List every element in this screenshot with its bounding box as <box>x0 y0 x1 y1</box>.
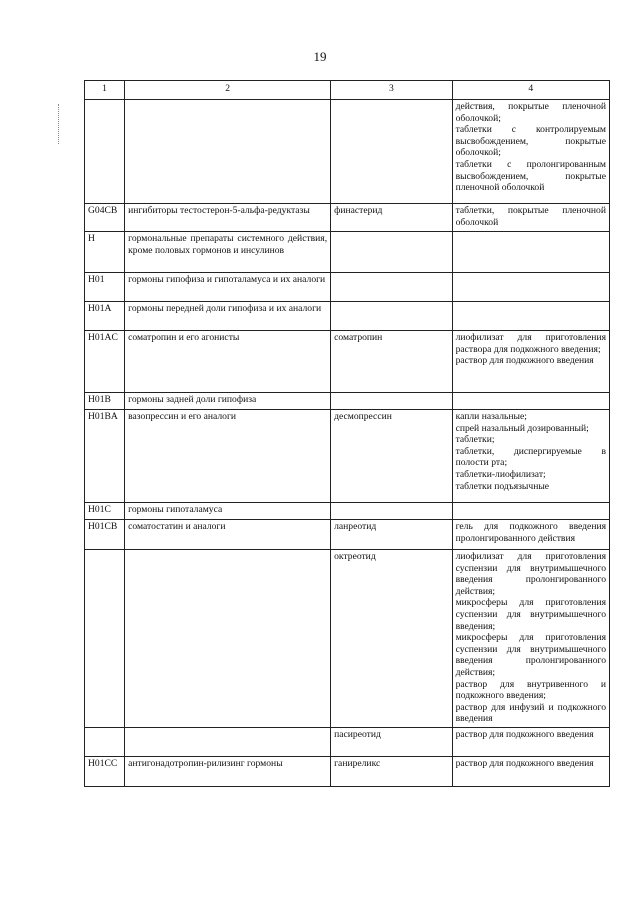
header-cell: 2 <box>125 81 331 100</box>
group-name-cell: гормональные препараты системного действия, кроме половых гормонов и инсулинов <box>125 232 331 273</box>
drug-name-cell: финастерид <box>331 204 452 232</box>
dosage-form-item: раствор для подкожного введения <box>455 728 594 740</box>
dosage-form-item: таблетки-лиофилизат; <box>455 468 546 480</box>
margin-mark <box>58 104 60 144</box>
dosage-forms-cell <box>452 727 609 756</box>
dosage-forms-cell <box>452 331 609 393</box>
dosage-form-item: лиофилизат для приготовления суспензии для внутримышечного введения пролонгированного действия; <box>455 551 606 597</box>
dosage-form-item: раствор для подкожного введения <box>455 355 594 367</box>
atc-code-cell: H01 <box>85 273 125 302</box>
atc-code-cell: H01A <box>85 302 125 331</box>
group-name-cell: вазопрессин и его аналоги <box>125 410 331 503</box>
dosage-form-item: микросферы для приготовления суспензии для внутримышечного введения пролонгированного действия; <box>455 632 606 678</box>
dosage-form-item: действия, покрытые пленочной оболочкой; <box>455 101 606 124</box>
dosage-form-item: таблетки подъязычные <box>455 480 550 492</box>
group-name-cell <box>125 100 331 204</box>
header-cell: 4 <box>452 81 609 100</box>
drug-name-cell <box>331 232 452 273</box>
atc-code-cell: H01CC <box>85 756 125 786</box>
table-row <box>85 204 610 232</box>
dosage-form-item: капли назальные; <box>455 411 527 422</box>
drug-name-cell <box>331 503 452 520</box>
table-row <box>85 302 610 331</box>
drug-name-cell: пасиреотид <box>331 727 452 756</box>
atc-code-cell <box>85 100 125 204</box>
table-row <box>85 232 610 273</box>
dosage-form-item: таблетки с пролонгированным высвобождением, покрытые пленочной оболочкой <box>455 158 606 194</box>
dosage-form-item: гель для подкожного введения пролонгированного действия <box>455 521 606 544</box>
dosage-forms-cell <box>452 302 609 331</box>
dosage-form-item: спрей назальный дозированный; <box>455 422 589 434</box>
drug-name-cell: соматропин <box>331 331 452 393</box>
table-header-row <box>85 81 610 100</box>
group-name-cell: ингибиторы тестостерон-5-альфа-редуктазы <box>125 204 331 232</box>
table-row <box>85 100 610 204</box>
drug-name-cell <box>331 100 452 204</box>
atc-code-cell: H01CB <box>85 520 125 550</box>
drug-name-cell <box>331 302 452 331</box>
header-cell: 1 <box>85 81 125 100</box>
dosage-forms-cell <box>452 520 609 550</box>
table-row <box>85 393 610 410</box>
drug-table <box>84 80 610 787</box>
table-row <box>85 273 610 302</box>
dosage-form-item: таблетки; <box>455 434 495 446</box>
drug-name-cell <box>331 393 452 410</box>
dosage-form-item: таблетки, покрытые пленочной оболочкой <box>455 205 606 228</box>
group-name-cell: антигонадотропин-рилизинг гормоны <box>125 756 331 786</box>
group-name-cell <box>125 550 331 728</box>
dosage-form-item: микросферы для приготовления суспензии для внутримышечного введения; <box>455 597 606 632</box>
dosage-forms-cell <box>452 232 609 273</box>
header-cell: 3 <box>331 81 452 100</box>
atc-code-cell <box>85 550 125 728</box>
drug-name-cell: ганиреликс <box>331 756 452 786</box>
dosage-form-item: раствор для инфузий и подкожного введения <box>455 701 606 725</box>
drug-name-cell: десмопрессин <box>331 410 452 503</box>
dosage-form-item: раствор для подкожного введения <box>455 757 594 769</box>
table-row <box>85 727 610 756</box>
table-row <box>85 520 610 550</box>
group-name-cell: гормоны передней доли гипофиза и их аналоги <box>125 302 331 331</box>
atc-code-cell: H01AC <box>85 331 125 393</box>
dosage-forms-cell <box>452 273 609 302</box>
dosage-form-item: таблетки с контролируемым высвобождением, покрытые оболочкой; <box>455 124 606 159</box>
atc-code-cell: H01BA <box>85 410 125 503</box>
dosage-form-item: лиофилизат для приготовления раствора для подкожного введения; <box>455 332 606 355</box>
dosage-forms-cell <box>452 204 609 232</box>
drug-name-cell: ланреотид <box>331 520 452 550</box>
table-row <box>85 331 610 393</box>
page-number: 19 <box>313 49 327 64</box>
group-name-cell: гормоны гипоталамуса <box>125 503 331 520</box>
dosage-forms-cell <box>452 393 609 410</box>
group-name-cell: гормоны гипофиза и гипоталамуса и их аналоги <box>125 273 331 302</box>
group-name-cell: соматропин и его агонисты <box>125 331 331 393</box>
group-name-cell: соматостатин и аналоги <box>125 520 331 550</box>
atc-code-cell: G04CB <box>85 204 125 232</box>
group-name-cell <box>125 727 331 756</box>
table-row <box>85 503 610 520</box>
atc-code-cell: H01B <box>85 393 125 410</box>
dosage-forms-cell <box>452 410 609 503</box>
dosage-form-item: раствор для внутривенного и подкожного введения; <box>455 678 606 702</box>
group-name-cell: гормоны задней доли гипофиза <box>125 393 331 410</box>
drug-name-cell: октреотид <box>331 550 452 728</box>
atc-code-cell: H01C <box>85 503 125 520</box>
dosage-forms-cell <box>452 756 609 786</box>
table-row <box>85 550 610 728</box>
table-row <box>85 756 610 786</box>
dosage-form-item: таблетки, диспергируемые в полости рта; <box>455 445 606 469</box>
table-row <box>85 410 610 503</box>
dosage-forms-cell <box>452 503 609 520</box>
drug-name-cell <box>331 273 452 302</box>
dosage-forms-cell <box>452 550 609 728</box>
dosage-forms-cell <box>452 100 609 204</box>
atc-code-cell <box>85 727 125 756</box>
atc-code-cell: H <box>85 232 125 273</box>
